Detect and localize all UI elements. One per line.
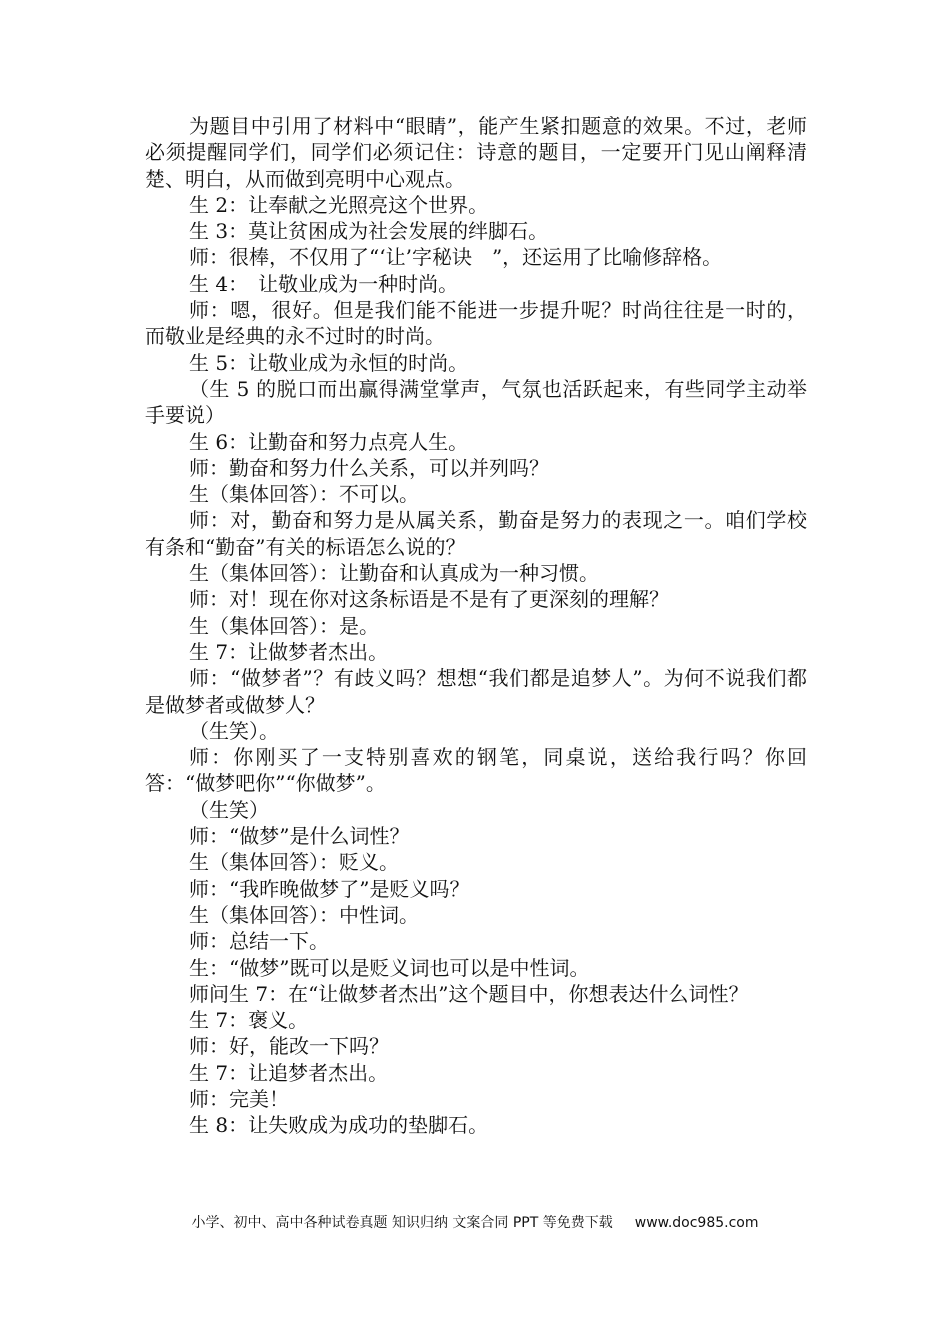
paragraph: 师：总结一下。 <box>189 929 329 954</box>
paragraph: 师：你刚买了一支特别喜欢的钢笔，同桌说，送给我行吗？你回答：“做梦吧你”“你做梦”。 <box>145 745 807 796</box>
paragraph: 师：勤奋和努力什么关系，可以并列吗？ <box>189 455 549 480</box>
paragraph: 为题目中引用了材料中“眼睛”，能产生紧扣题意的效果。不过，老师必须提醒同学们，同学们必须记住：诗意的题目，一定要开门见山阐释清楚、明白，从而做到亮明中心观点。 <box>145 114 807 191</box>
paragraph: 师：对，勤奋和努力是从属关系，勤奋是努力的表现之一。咱们学校有条和“勤奋”有关的标语怎么说的？ <box>145 508 807 559</box>
paragraph: （生笑）。 <box>189 718 279 743</box>
paragraph: 生 5：让敬业成为永恒的时尚。 <box>189 350 469 375</box>
page-footer <box>0 1213 950 1233</box>
paragraph: 师问生 7：在“让做梦者杰出”这个题目中，你想表达什么词性？ <box>189 981 749 1006</box>
paragraph: 生：“做梦”既可以是贬义词也可以是中性词。 <box>189 955 590 980</box>
paragraph: 生（集体回答）：让勤奋和认真成为一种习惯。 <box>189 561 599 586</box>
paragraph: 生 7：褒义。 <box>189 1008 309 1033</box>
paragraph: 师：对！现在你对这条标语是不是有了更深刻的理解？ <box>189 587 669 612</box>
paragraph: 生（集体回答）：中性词。 <box>189 902 419 927</box>
paragraph: （生笑） <box>189 797 269 822</box>
paragraph: 生 7：让做梦者杰出。 <box>189 639 389 664</box>
paragraph: 生（集体回答）：贬义。 <box>189 850 399 875</box>
footer-site-link[interactable]: www.doc985.com <box>634 1215 759 1231</box>
paragraph: 师：“做梦”是什么词性？ <box>189 824 410 849</box>
paragraph: 生 3：莫让贫困成为社会发展的绊脚石。 <box>189 219 549 244</box>
footer-text: 小学、初中、高中各种试卷真题 知识归纳 文案合同 PPT 等免费下载 <box>191 1215 613 1231</box>
document-body <box>145 113 807 1139</box>
paragraph: （生 5 的脱口而出赢得满堂掌声，气氛也活跃起来，有些同学主动举手要说） <box>145 376 807 428</box>
paragraph: 生 4： 让敬业成为一种时尚。 <box>189 271 459 296</box>
paragraph: 生（集体回答）：不可以。 <box>189 482 419 507</box>
paragraph: 师：“做梦者”？有歧义吗？想想“我们都是追梦人”。为何不说我们都是做梦者或做梦人？ <box>145 666 807 717</box>
paragraph: 生 6：让勤奋和努力点亮人生。 <box>189 429 469 454</box>
paragraph: 生 2：让奉献之光照亮这个世界。 <box>189 192 489 217</box>
paragraph: 师：完美！ <box>189 1086 289 1111</box>
paragraph: 生 8：让失败成为成功的垫脚石。 <box>189 1113 489 1138</box>
paragraph: 师：好，能改一下吗？ <box>189 1034 389 1059</box>
paragraph: 师：很棒，不仅用了“‘让’字秘诀 ”，还运用了比喻修辞格。 <box>189 245 723 270</box>
paragraph: 生 7：让追梦者杰出。 <box>189 1060 389 1085</box>
paragraph: 师：嗯，很好。但是我们能不能进一步提升呢？时尚往往是一时的，而敬业是经典的永不过时的时尚。 <box>145 298 807 349</box>
paragraph: 生（集体回答）：是。 <box>189 613 379 638</box>
paragraph: 师：“我昨晚做梦了”是贬义吗？ <box>189 876 470 901</box>
